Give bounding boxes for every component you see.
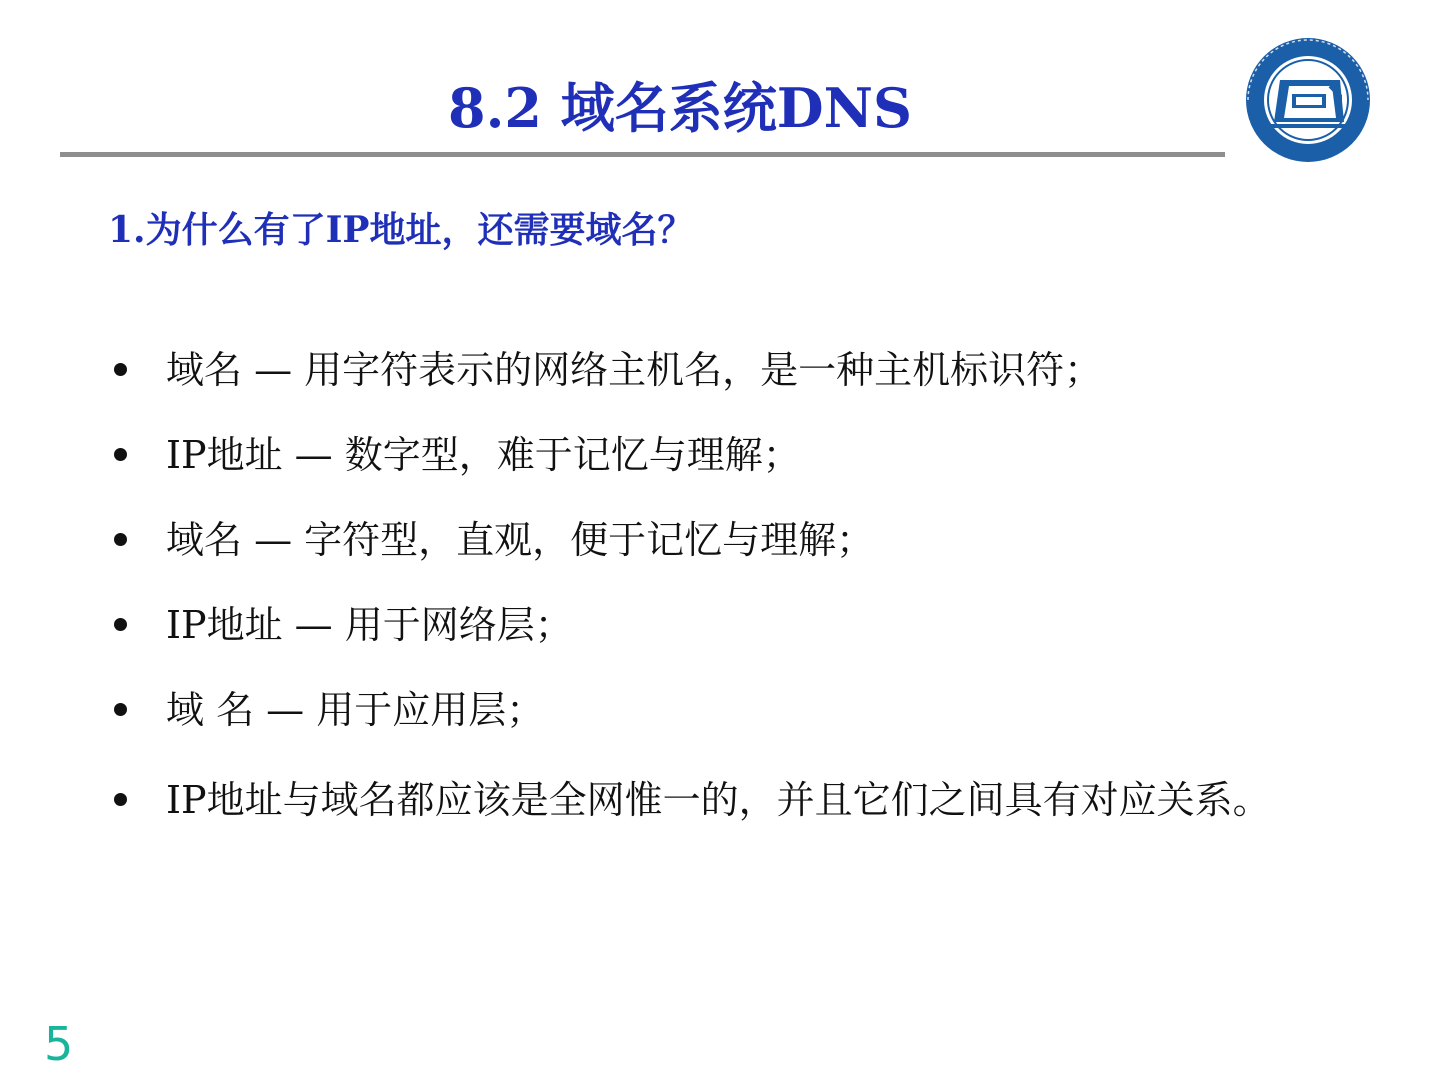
slide-title: 8.2 域名系统DNS: [448, 76, 912, 140]
list-item-text: 域名 — 字符型，直观，便于记忆与理解；: [166, 518, 875, 562]
list-item: [112, 593, 1332, 657]
list-item: [112, 338, 1332, 402]
bullet-dot-icon: [114, 793, 127, 806]
bullet-dot-icon: [114, 533, 127, 546]
list-item: [112, 763, 1332, 837]
list-item-text: IP地址 — 数字型，难于记忆与理解；: [166, 433, 801, 477]
bullet-dot-icon: [114, 703, 127, 716]
list-item-text: IP地址 — 用于网络层；: [166, 603, 573, 647]
list-item: [112, 508, 1332, 572]
university-seal-icon: [1244, 36, 1372, 164]
page-number: 5: [44, 1017, 74, 1071]
bullet-dot-icon: [114, 618, 127, 631]
list-item-text: 域 名 — 用于应用层；: [166, 688, 545, 732]
list-item: [112, 423, 1332, 487]
bullet-list: [112, 338, 1332, 858]
list-item-text: 域名 — 用字符表示的网络主机名，是一种主机标识符；: [166, 348, 1103, 392]
section-heading: 1.为什么有了IP地址，还需要域名？: [108, 209, 694, 251]
bullet-dot-icon: [114, 363, 127, 376]
bullet-dot-icon: [114, 448, 127, 461]
list-item-text: IP地址与域名都应该是全网惟一的，并且它们之间具有对应关系。: [166, 778, 1271, 822]
title-underline: [60, 152, 1225, 157]
list-item: [112, 678, 1332, 742]
